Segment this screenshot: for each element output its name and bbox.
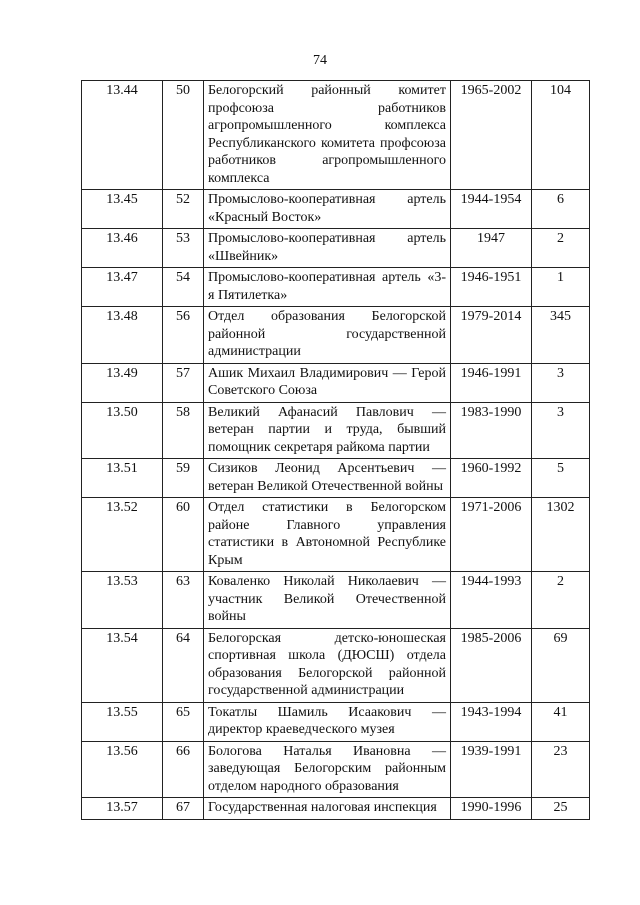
date-range-cell: 1960-1992 <box>451 459 532 498</box>
record-number-cell: 13.49 <box>82 363 163 402</box>
date-range-cell: 1965-2002 <box>451 81 532 190</box>
table-row <box>82 628 590 702</box>
record-number-cell: 13.50 <box>82 402 163 459</box>
date-range-cell: 1944-1954 <box>451 190 532 229</box>
fund-number-cell: 67 <box>163 798 204 820</box>
date-range-cell: 1946-1951 <box>451 268 532 307</box>
table-row <box>82 402 590 459</box>
fund-number-cell: 66 <box>163 741 204 798</box>
fund-number-cell: 60 <box>163 498 204 572</box>
fund-name-cell: Коваленко Николай Николаевич — участник Великой Отечественной войны <box>204 572 451 629</box>
fund-number-cell: 58 <box>163 402 204 459</box>
item-count-cell: 345 <box>532 307 590 364</box>
fund-number-cell: 53 <box>163 229 204 268</box>
item-count-cell: 1302 <box>532 498 590 572</box>
fund-name-cell: Промыслово-кооперативная артель «3-я Пятилетка» <box>204 268 451 307</box>
record-number-cell: 13.54 <box>82 628 163 702</box>
table-row <box>82 572 590 629</box>
record-number-cell: 13.48 <box>82 307 163 364</box>
item-count-cell: 5 <box>532 459 590 498</box>
fund-name-cell: Ашик Михаил Владимирович — Герой Советского Союза <box>204 363 451 402</box>
table-row <box>82 307 590 364</box>
record-number-cell: 13.57 <box>82 798 163 820</box>
record-number-cell: 13.53 <box>82 572 163 629</box>
item-count-cell: 25 <box>532 798 590 820</box>
table-row <box>82 229 590 268</box>
item-count-cell: 3 <box>532 363 590 402</box>
date-range-cell: 1983-1990 <box>451 402 532 459</box>
page-number: 74 <box>313 53 327 68</box>
table-body <box>82 81 590 820</box>
date-range-cell: 1939-1991 <box>451 741 532 798</box>
fund-name-cell: Отдел образования Белогорской районной государственной администрации <box>204 307 451 364</box>
date-range-cell: 1943-1994 <box>451 702 532 741</box>
fund-name-cell: Промыслово-кооперативная артель «Швейник» <box>204 229 451 268</box>
table-row <box>82 459 590 498</box>
fund-name-cell: Белогорская детско-юношеская спортивная школа (ДЮСШ) отдела образования Белогорской районной государственной администрации <box>204 628 451 702</box>
date-range-cell: 1971-2006 <box>451 498 532 572</box>
fund-name-cell: Сизиков Леонид Арсентьевич — ветеран Великой Отечественной войны <box>204 459 451 498</box>
archive-funds-table <box>81 80 590 820</box>
fund-name-cell: Промыслово-кооперативная артель «Красный Восток» <box>204 190 451 229</box>
fund-name-cell: Бологова Наталья Ивановна — заведующая Белогорским районным отделом народного образования <box>204 741 451 798</box>
table-row <box>82 741 590 798</box>
table-row <box>82 498 590 572</box>
date-range-cell: 1946-1991 <box>451 363 532 402</box>
item-count-cell: 6 <box>532 190 590 229</box>
item-count-cell: 23 <box>532 741 590 798</box>
record-number-cell: 13.56 <box>82 741 163 798</box>
fund-number-cell: 54 <box>163 268 204 307</box>
fund-number-cell: 50 <box>163 81 204 190</box>
fund-number-cell: 59 <box>163 459 204 498</box>
date-range-cell: 1979-2014 <box>451 307 532 364</box>
fund-number-cell: 57 <box>163 363 204 402</box>
table-row <box>82 702 590 741</box>
record-number-cell: 13.52 <box>82 498 163 572</box>
item-count-cell: 2 <box>532 572 590 629</box>
fund-number-cell: 52 <box>163 190 204 229</box>
item-count-cell: 69 <box>532 628 590 702</box>
item-count-cell: 2 <box>532 229 590 268</box>
table-row <box>82 268 590 307</box>
item-count-cell: 3 <box>532 402 590 459</box>
fund-number-cell: 56 <box>163 307 204 364</box>
date-range-cell: 1990-1996 <box>451 798 532 820</box>
fund-name-cell: Белогорский районный комитет профсоюза работников агропромышленного комплекса Республиканского комитета профсоюза работников агропромышленного комплекса <box>204 81 451 190</box>
fund-name-cell: Отдел статистики в Белогорском районе Главного управления статистики в Автономной Республике Крым <box>204 498 451 572</box>
record-number-cell: 13.46 <box>82 229 163 268</box>
record-number-cell: 13.45 <box>82 190 163 229</box>
item-count-cell: 1 <box>532 268 590 307</box>
fund-number-cell: 63 <box>163 572 204 629</box>
fund-name-cell: Государственная налоговая инспекция <box>204 798 451 820</box>
fund-number-cell: 65 <box>163 702 204 741</box>
table-row <box>82 798 590 820</box>
record-number-cell: 13.47 <box>82 268 163 307</box>
table-row <box>82 190 590 229</box>
fund-name-cell: Великий Афанасий Павлович — ветеран партии и труда, бывший помощник секретаря райкома партии <box>204 402 451 459</box>
fund-name-cell: Токатлы Шамиль Исаакович — директор краеведческого музея <box>204 702 451 741</box>
record-number-cell: 13.51 <box>82 459 163 498</box>
item-count-cell: 41 <box>532 702 590 741</box>
record-number-cell: 13.44 <box>82 81 163 190</box>
item-count-cell: 104 <box>532 81 590 190</box>
fund-number-cell: 64 <box>163 628 204 702</box>
date-range-cell: 1944-1993 <box>451 572 532 629</box>
table-row <box>82 81 590 190</box>
date-range-cell: 1985-2006 <box>451 628 532 702</box>
date-range-cell: 1947 <box>451 229 532 268</box>
table-row <box>82 363 590 402</box>
record-number-cell: 13.55 <box>82 702 163 741</box>
